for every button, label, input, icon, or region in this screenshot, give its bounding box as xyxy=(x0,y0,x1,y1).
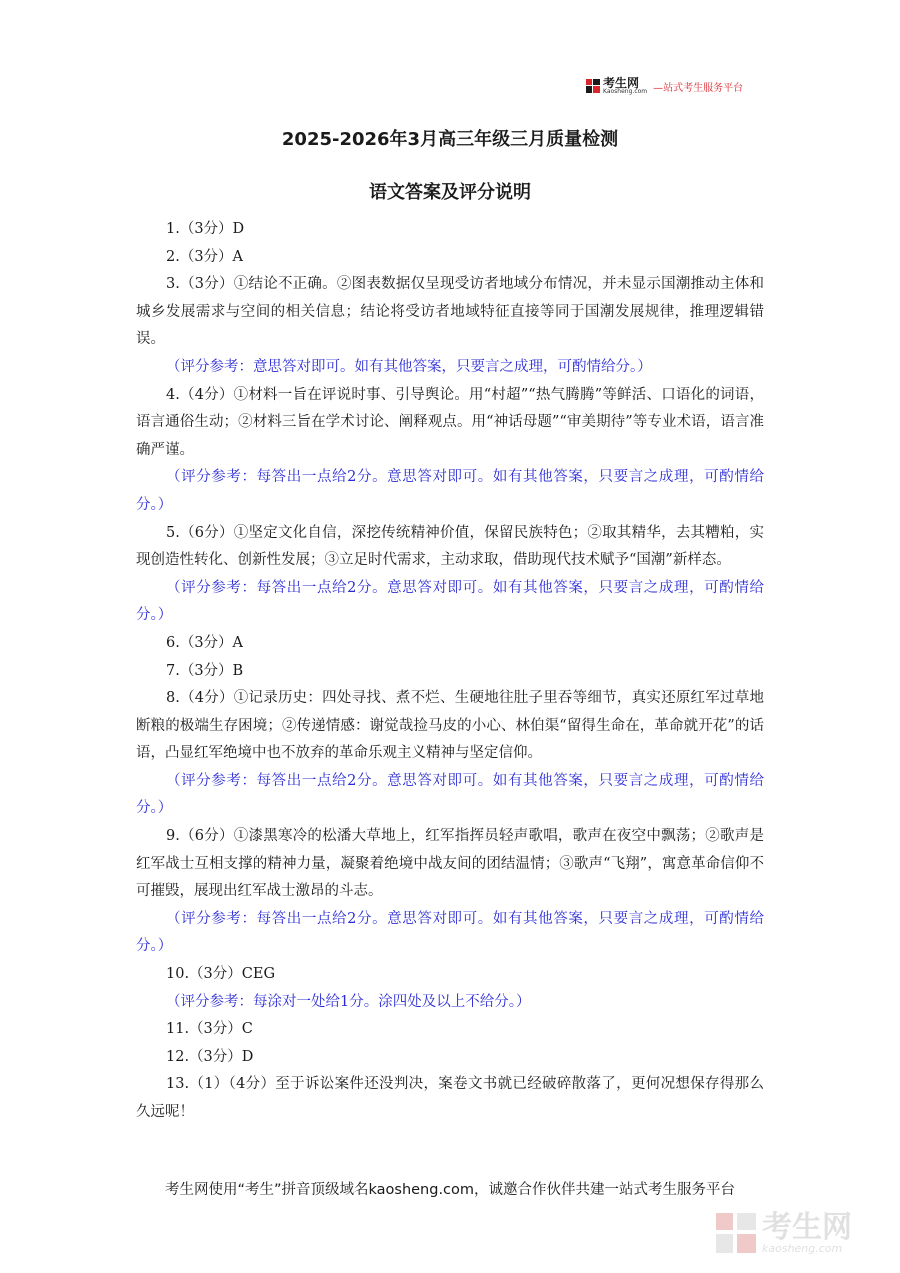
answer-item: 11.（3分）C xyxy=(166,1021,253,1038)
watermark-cn: 考生网 xyxy=(762,1209,852,1245)
answer-item: 6.（3分）A xyxy=(166,634,244,651)
answer-list xyxy=(136,216,764,1127)
answer-item: 2.（3分）A xyxy=(166,248,244,265)
page-subtitle: 语文答案及评分说明 xyxy=(369,182,531,203)
kaosheng-logo-icon xyxy=(586,79,600,93)
watermark-en: kaosheng.com xyxy=(762,1241,843,1255)
scoring-note: （评分参考：每答出一点给2分。意思答对即可。如有其他答案，只要言之成理，可酌情给分。） xyxy=(136,469,764,513)
answer-item: 7.（3分）B xyxy=(166,662,244,679)
scoring-note: （评分参考：每答出一点给2分。意思答对即可。如有其他答案，只要言之成理，可酌情给分。） xyxy=(136,579,764,624)
scoring-note: （评分参考：每涂对一处给1分。涂四处及以上不给分。） xyxy=(166,993,531,1010)
answer-item: 13.（1）（4分）至于诉讼案件还没判决，案卷文书就已经破碎散落了，更何况想保存得那么久远呢！ xyxy=(136,1076,764,1120)
footer-note: 考生网使用“考生”拼音顶级域名kaosheng.com，诚邀合作伙伴共建一站式考生服务平台 xyxy=(164,1182,736,1198)
scoring-note: （评分参考：每答出一点给2分。意思答对即可。如有其他答案，只要言之成理，可酌情给分。） xyxy=(136,772,764,817)
brand-name-cn: 考生网 xyxy=(603,76,640,90)
scoring-note: （评分参考：每答出一点给2分。意思答对即可。如有其他答案，只要言之成理，可酌情给分。） xyxy=(136,910,764,955)
scoring-note: （评分参考：意思答对即可。如有其他答案，只要言之成理，可酌情给分。） xyxy=(166,358,652,375)
page-title: 2025-2026年3月高三年级三月质量检测 xyxy=(281,129,619,150)
answer-item: 3.（3分）①结论不正确。②图表数据仅呈现受访者地域分布情况，并未显示国潮推动主体和城乡发展需求与空间的相关信息；结论将受访者地域特征直接等同于国潮发展规律，推理逻辑错误。 xyxy=(136,276,764,348)
brand-name-en: Kaosheng.com xyxy=(603,88,648,95)
answer-item: 4.（4分）①材料一旨在评说时事、引导舆论。用“村超”“热气腾腾”等鲜活、口语化的词语，语言通俗生动；②材料三旨在学术讨论、阐释观点。用“神话母题”“审美期待”等专业术语，语言准确严谨。 xyxy=(136,386,764,458)
answer-item: 9.（6分）①漆黑寒冷的松潘大草地上，红军指挥员轻声歌唱，歌声在夜空中飘荡；②歌声是红军战士互相支撑的精神力量，凝聚着绝境中战友间的团结温情；③歌声“飞翔”，寓意革命信仰不可摧毁，展现出红军战士激昂的斗志。 xyxy=(136,828,764,900)
answer-item: 1.（3分）D xyxy=(166,221,245,237)
header-brand-logo xyxy=(586,72,743,100)
brand-tagline: —站式考生服务平台 xyxy=(653,82,744,94)
answer-item: 10.（3分）CEG xyxy=(166,966,276,983)
watermark-logo-icon xyxy=(716,1213,756,1253)
brand-name xyxy=(603,77,647,95)
answer-item: 8.（4分）①记录历史：四处寻找、煮不烂、生硬地往肚子里吞等细节，真实还原红军过草地断粮的极端生存困境；②传递情感：谢觉哉捡马皮的小心、林伯渠“留得生命在，革命就开花”的话语，凸显红军绝境中也不放弃的革命乐观主义精神与坚定信仰。 xyxy=(136,690,764,762)
answer-item: 12.（3分）D xyxy=(166,1048,254,1065)
answer-item: 5.（6分）①坚定文化自信，深挖传统精神价值，保留民族特色；②取其精华，去其糟粕，实现创造性转化、创新性发展；③立足时代需求，主动求取，借助现代技术赋予“国潮”新样态。 xyxy=(136,524,764,569)
watermark-logo xyxy=(716,1206,852,1260)
